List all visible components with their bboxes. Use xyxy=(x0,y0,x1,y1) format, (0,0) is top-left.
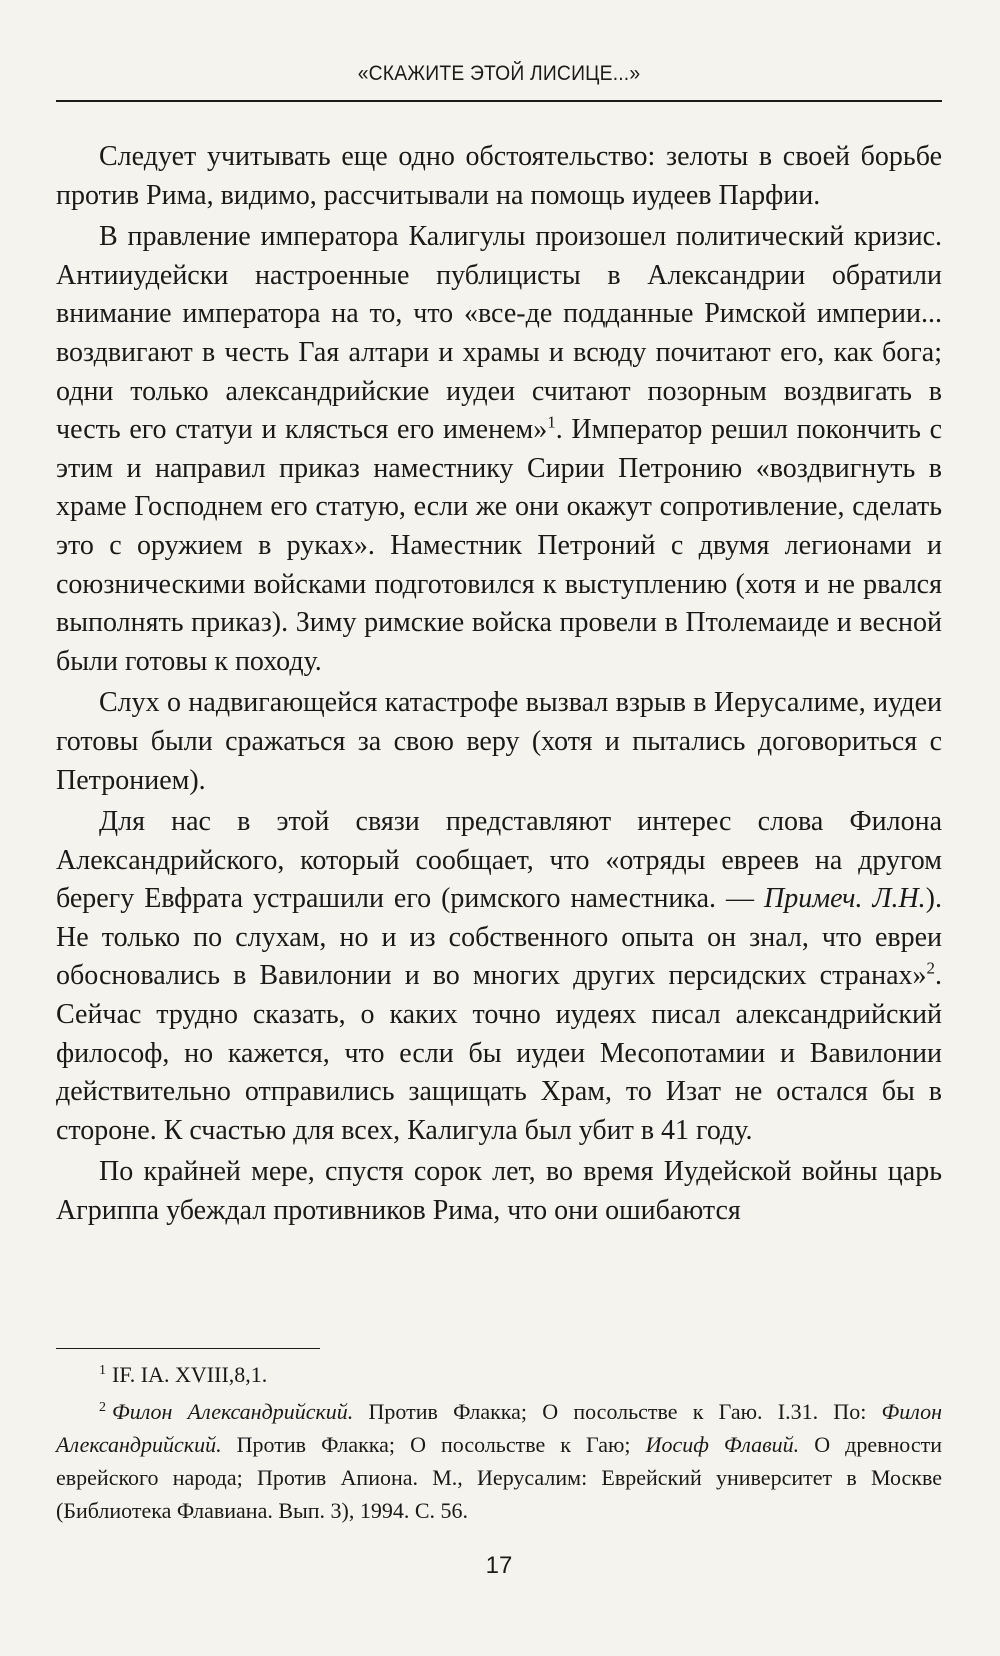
paragraph-2 xyxy=(56,218,942,681)
footnote-ref-2: 2 xyxy=(926,959,935,979)
paragraph-4-text-b: ). Не только по слухам, но и из собственного опыта он знал, что евреи обосновались в Вавилонии и во многих других персидских странах» xyxy=(56,883,942,992)
paragraph-1-text: Следует учитывать еще одно обстоятельство: зелоты в своей борьбе против Рима, видимо, рассчитывали на помощь иудеев Парфии. xyxy=(56,141,942,211)
footnote-2-text-3: О древности еврейского народа; Против Апиона. М., Иерусалим: Еврейский университет в Москве (Библиотека Флавиана. Вып. 3), 1994. С. 56. xyxy=(56,1432,943,1523)
footnote-2-author-1: Филон Александрийский. xyxy=(112,1399,354,1424)
footnote-2-text-2: Против Флакка; О посольстве к Гаю; xyxy=(221,1432,646,1457)
paragraph-5-text: По крайней мере, спустя сорок лет, во время Иудейской войны царь Агриппа убеждал противников Рима, что они ошибаются xyxy=(56,1156,942,1227)
footnote-1-text: IF. IA. XVIII,8,1. xyxy=(112,1362,268,1387)
footnote-ref-1: 1 xyxy=(547,412,556,432)
paragraph-3-text: Слух о надвигающейся катастрофе вызвал взрыв в Иерусалиме, иудеи готовы были сражаться за свою веру (хотя и пытались договориться с Петронием). xyxy=(56,687,942,796)
header-rule xyxy=(56,100,942,102)
footnote-1-number: 1 xyxy=(99,1362,106,1378)
footnote-2 xyxy=(56,1395,942,1527)
running-title: «СКАЖИТЕ ЭТОЙ ЛИСИЦЕ...» xyxy=(357,62,641,85)
paragraph-4-text-c: . Сейчас трудно сказать, о каких точно иудеях писал александрийский философ, но кажется, что если бы иудеи Месопотамии и Вавилонии действительно отправились защищать Храм, то Изат не остался бы в стороне. К счастью для всех, Калигула был убит в 41 году. xyxy=(56,960,942,1146)
page-number: 17 xyxy=(485,1552,513,1579)
editor-note: Примеч. Л.Н. xyxy=(763,883,926,915)
main-text xyxy=(56,138,942,1234)
footnote-2-author-2: Филон Александрийский. xyxy=(56,1399,942,1457)
paragraph-2-text-a: В правление императора Калигулы произошел политический кризис. Антииудейски настроенные публицисты в Александрии обратили внимание императора на то, что «все-де подданные Римской империи... воздвигают в честь Гая алтари и храмы и всюду почитают его, как бога; одни только александрийские иудеи считают позорным воздвигать в честь его статуи и клясться его именем» xyxy=(56,221,942,446)
footnote-1 xyxy=(56,1358,942,1391)
paragraph-4 xyxy=(56,803,942,1150)
paragraph-3 xyxy=(56,684,942,800)
footnote-2-author-3: Иосиф Флавий. xyxy=(645,1432,800,1457)
footnote-2-number: 2 xyxy=(99,1399,106,1415)
footnote-rule xyxy=(56,1348,320,1349)
footnote-2-text-1: Против Флакка; О посольстве к Гаю. I.31. По: xyxy=(353,1399,882,1424)
paragraph-5 xyxy=(56,1153,942,1230)
paragraph-1 xyxy=(56,138,942,215)
paragraph-4-text-a: Для нас в этой связи представляют интерес слова Филона Александрийского, который сообщает, что «отряды евреев на другом берегу Евфрата устрашили его (римского наместника. — xyxy=(56,806,942,915)
footnotes xyxy=(56,1358,942,1531)
paragraph-2-text-b: . Император решил покончить с этим и направил приказ наместнику Сирии Петронию «воздвигнуть в храме Господнем его статую, если же они окажут сопротивление, сделать это с оружием в руках». Наместник Петроний с двумя легионами и союзническими войсками подготовился к выступлению (хотя и не рвался выполнять приказ). Зиму римские войска провели в Птолемаиде и весной были готовы к походу. xyxy=(56,414,942,677)
